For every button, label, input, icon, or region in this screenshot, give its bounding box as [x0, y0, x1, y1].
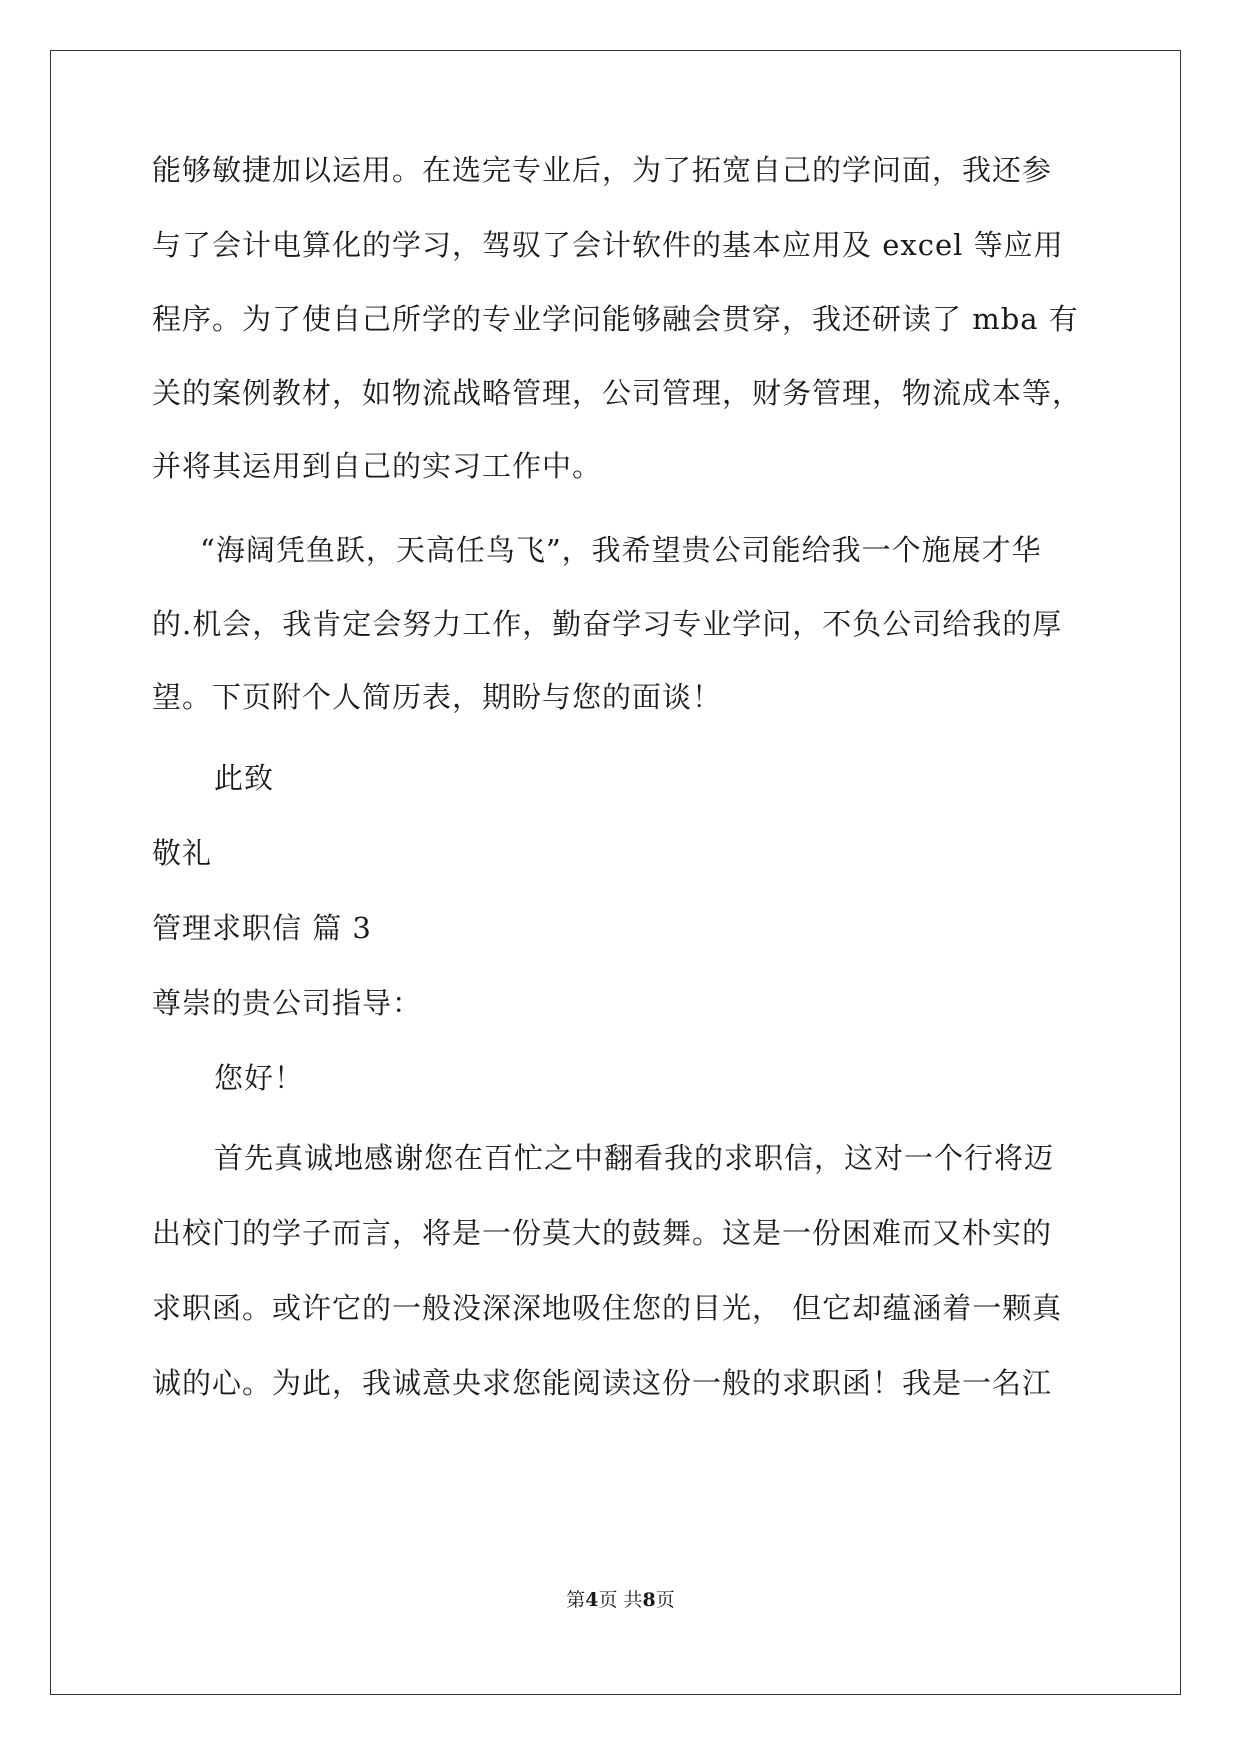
body-text-line: 出校门的学子而言，将是一份莫大的鼓舞。这是一份困难而又朴实的: [152, 1216, 1053, 1250]
body-text-line: 首先真诚地感谢您在百忙之中翻看我的求职信，这对一个行将迈: [214, 1141, 1055, 1175]
total-pages-number: 8: [642, 1589, 656, 1611]
closing-salutation: 此致: [214, 761, 275, 795]
hello-greeting: 您好！: [214, 1061, 305, 1095]
body-text-line: 与了会计电算化的学习，驾驭了会计软件的基本应用及 excel 等应用: [152, 228, 1064, 262]
section-heading: 管理求职信 篇 3: [152, 911, 372, 945]
body-text-line: 求职函。或许它的一般没深深地吸住您的目光， 但它却蕴涵着一颗真: [152, 1291, 1063, 1325]
body-text-line: 能够敏捷加以运用。在选完专业后，为了拓宽自己的学问面，我还参: [152, 153, 1053, 187]
body-text-line: 诚的心。为此，我诚意央求您能阅读这份一般的求职函！我是一名江: [152, 1366, 1053, 1400]
addressee: 尊崇的贵公司指导：: [152, 986, 423, 1020]
footer-prefix: 第: [566, 1589, 586, 1611]
body-text-line: 的.机会，我肯定会努力工作，勤奋学习专业学问，不负公司给我的厚: [152, 607, 1063, 641]
closing-regards: 敬礼: [152, 836, 213, 870]
page-footer: [0, 1588, 1241, 1612]
body-text-line: 望。下页附个人简历表，期盼与您的面谈！: [152, 680, 723, 714]
page-border: [50, 50, 1181, 1695]
current-page-number: 4: [585, 1589, 599, 1611]
footer-suffix: 页: [655, 1589, 675, 1611]
body-text-line: 程序。为了使自己所学的专业学问能够融会贯穿，我还研读了 mba 有: [152, 302, 1079, 336]
footer-middle: 页 共: [598, 1589, 643, 1611]
body-text-line: “海阔凭鱼跃，天高任鸟飞”，我希望贵公司能给我一个施展才华: [200, 533, 1042, 567]
body-text-line: 并将其运用到自己的实习工作中。: [152, 449, 603, 483]
body-text-line: 关的案例教材，如物流战略管理，公司管理，财务管理，物流成本等，: [152, 376, 1083, 410]
